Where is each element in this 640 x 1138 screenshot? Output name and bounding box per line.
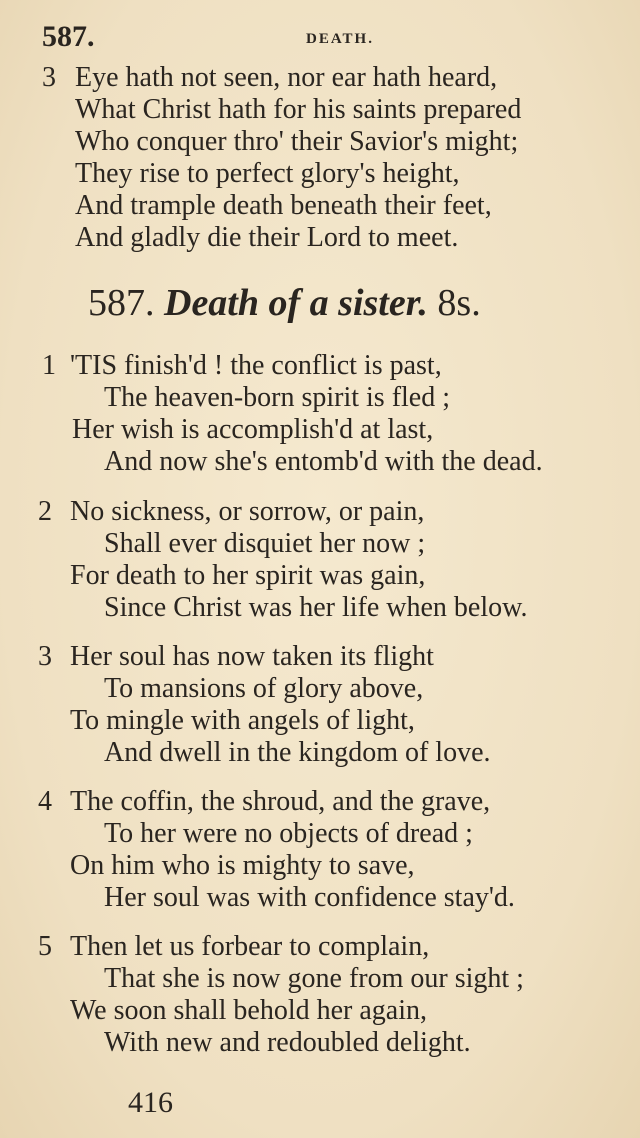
verse-line: To her were no objects of dread ; xyxy=(104,818,473,849)
verse-line: The coffin, the shroud, and the grave, xyxy=(70,786,491,817)
verse-line: Her wish is accomplish'd at last, xyxy=(72,414,434,445)
verse-line: We soon shall behold her again, xyxy=(70,995,427,1026)
verse-line: And gladly die their Lord to meet. xyxy=(75,222,459,253)
verse-line: 'TIS finish'd ! the conflict is past, xyxy=(70,350,442,381)
verse-line: Since Christ was her life when below. xyxy=(104,592,528,623)
verse-line: Her soul was with confidence stay'd. xyxy=(104,882,515,913)
verse-number: 1 xyxy=(42,350,56,381)
running-section-title: DEATH. xyxy=(306,31,374,47)
hymn-title: Death of a sister. xyxy=(164,282,428,324)
verse-line: What Christ hath for his saints prepared xyxy=(75,94,522,125)
verse-line: To mingle with angels of light, xyxy=(70,705,415,736)
verse-number: 3 xyxy=(42,62,56,93)
verse-line: Shall ever disquiet her now ; xyxy=(104,528,426,559)
hymn-meter: 8s. xyxy=(437,282,481,324)
verse-line: Then let us forbear to complain, xyxy=(70,931,430,962)
hymn-number: 587. xyxy=(88,282,155,324)
verse-line: No sickness, or sorrow, or pain, xyxy=(70,496,425,527)
verse-line: On him who is mighty to save, xyxy=(70,850,415,881)
verse-line: And now she's entomb'd with the dead. xyxy=(104,446,543,477)
running-hymn-number: 587. xyxy=(42,20,95,53)
verse-number: 3 xyxy=(38,641,52,672)
verse-line: Her soul has now taken its flight xyxy=(70,641,434,672)
page-number: 416 xyxy=(128,1086,173,1119)
verse-line: For death to her spirit was gain, xyxy=(70,560,426,591)
verse-line: To mansions of glory above, xyxy=(104,673,424,704)
verse-line: With new and redoubled delight. xyxy=(104,1027,471,1058)
verse-line: Eye hath not seen, nor ear hath heard, xyxy=(75,62,498,93)
verse-line: They rise to perfect glory's height, xyxy=(75,158,460,189)
verse-line: That she is now gone from our sight ; xyxy=(104,963,524,994)
verse-line: The heaven-born spirit is fled ; xyxy=(104,382,451,413)
verse-line: And dwell in the kingdom of love. xyxy=(104,737,491,768)
verse-number: 4 xyxy=(38,786,52,817)
verse-line: Who conquer thro' their Savior's might; xyxy=(75,126,519,157)
verse-number: 2 xyxy=(38,496,52,527)
hymn-heading xyxy=(88,281,481,325)
verse-line: And trample death beneath their feet, xyxy=(75,190,492,221)
verse-number: 5 xyxy=(38,931,52,962)
